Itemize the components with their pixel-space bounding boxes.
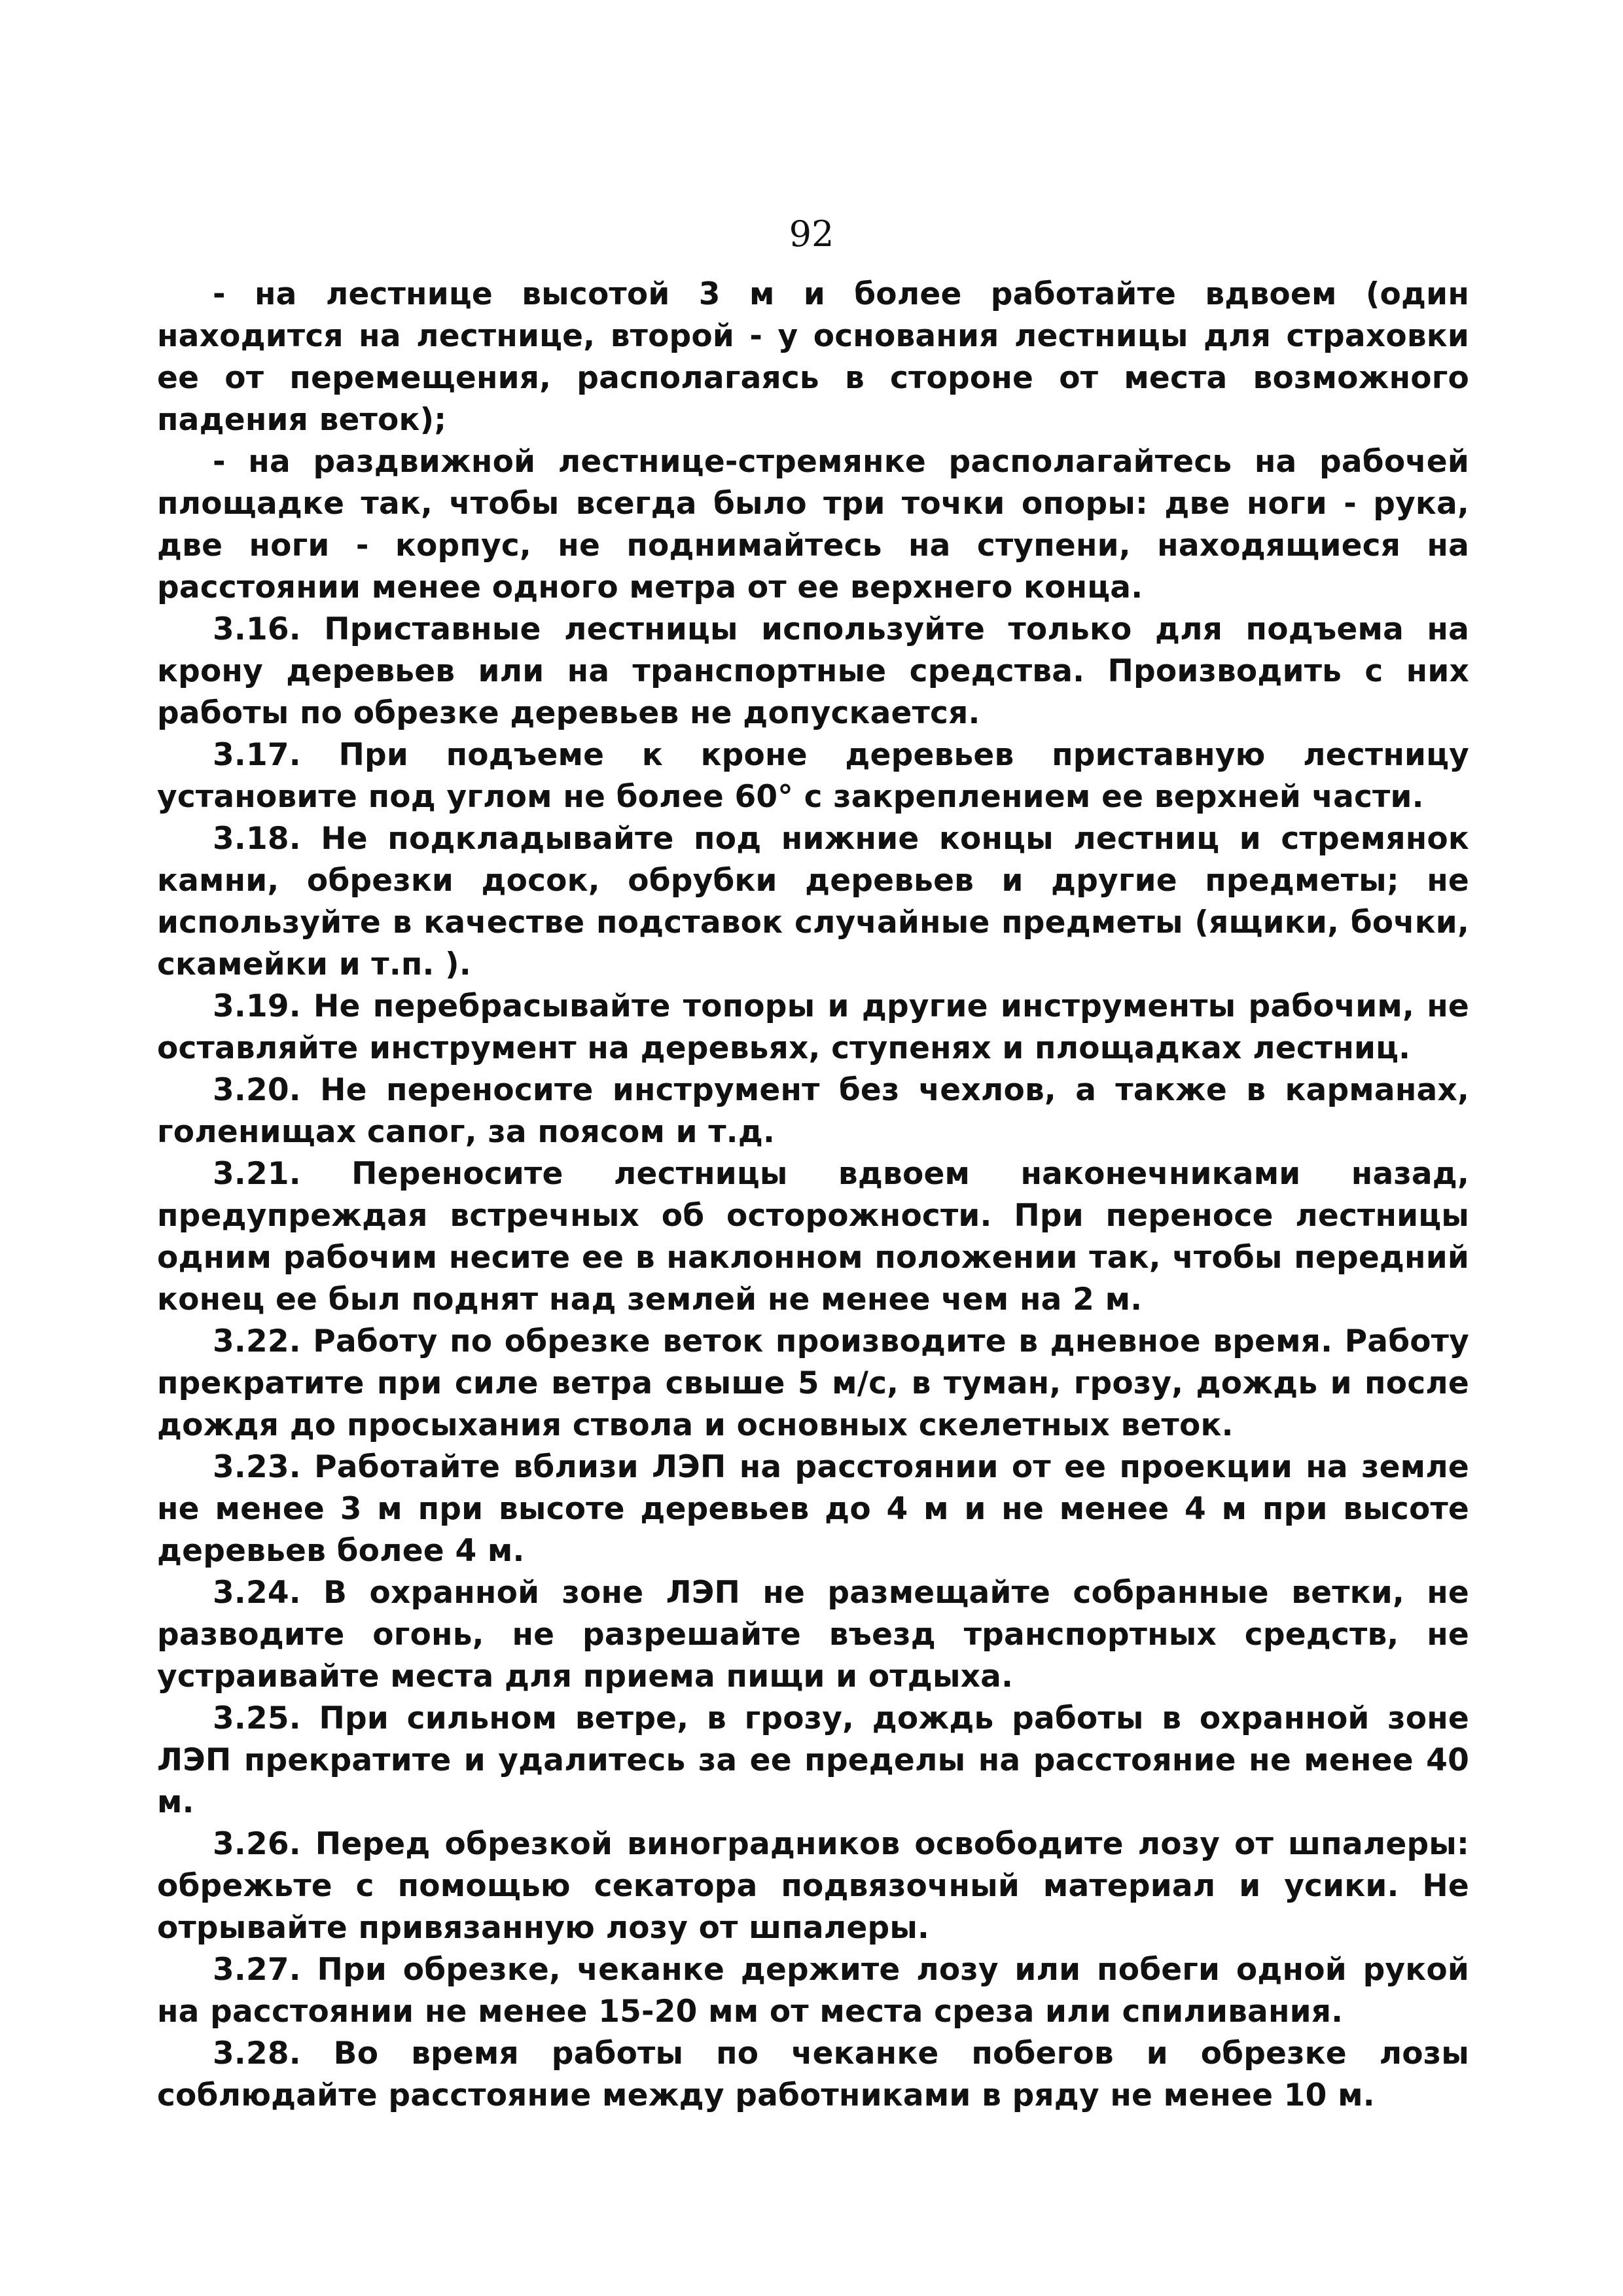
paragraph-3-16: 3.16. Приставные лестницы используйте только для подъема на крону деревьев или на транспортные средства. Производить с них работы по обрезке деревьев не допускается. xyxy=(157,611,1469,731)
paragraph-3-18: 3.18. Не подкладывайте под нижние концы лестниц и стремянок камни, обрезки досок, обрубки деревьев и другие предметы; не используйте в качестве подставок случайные предметы (ящики, бочки, скамейки и т.п. ). xyxy=(157,821,1469,982)
paragraph-3-26: 3.26. Перед обрезкой виноградников освободите лозу от шпалеры: обрежьте с помощью секатора подвязочный материал и усики. Не отрывайте привязанную лозу от шпалеры. xyxy=(157,1826,1469,1946)
paragraph-3-19: 3.19. Не перебрасывайте топоры и другие инструменты рабочим, не оставляйте инструмент на деревьях, ступенях и площадках лестниц. xyxy=(157,988,1469,1066)
body-text xyxy=(157,274,1469,2117)
paragraph-3-21: 3.21. Переносите лестницы вдвоем наконечниками назад, предупреждая встречных об осторожности. При переносе лестницы одним рабочим несите ее в наклонном положении так, чтобы передний конец ее был поднят над землей не менее чем на 2 м. xyxy=(157,1156,1469,1318)
paragraph-stepladder: - на раздвижной лестнице-стремянке располагайтесь на рабочей площадке так, чтобы всегда было три точки опоры: две ноги - рука, две ноги - корпус, не поднимайтесь на ступени, находящиеся на расстоянии менее одного метра от ее верхнего конца. xyxy=(157,444,1469,605)
page-number: 92 xyxy=(789,213,834,255)
paragraph-3-27: 3.27. При обрезке, чеканке держите лозу или побеги одной рукой на расстоянии не менее 15-20 мм от места среза или спиливания. xyxy=(157,1952,1469,2030)
paragraph-ladder-height: - на лестнице высотой 3 м и более работайте вдвоем (один находится на лестнице, второй - у основания лестницы для страховки ее от перемещения, располагаясь в стороне от места возможного падения веток); xyxy=(157,276,1469,438)
paragraph-3-23: 3.23. Работайте вблизи ЛЭП на расстоянии от ее проекции на земле не менее 3 м при высоте деревьев до 4 м и не менее 4 м при высоте деревьев более 4 м. xyxy=(157,1449,1469,1569)
paragraph-3-25: 3.25. При сильном ветре, в грозу, дождь работы в охранной зоне ЛЭП прекратите и удалитесь за ее пределы на расстояние не менее 40 м. xyxy=(157,1700,1469,1820)
paragraph-3-17: 3.17. При подъеме к кроне деревьев приставную лестницу установите под углом не более 60° с закреплением ее верхней части. xyxy=(157,737,1469,815)
paragraph-3-28: 3.28. Во время работы по чеканке побегов и обрезке лозы соблюдайте расстояние между работниками в ряду не менее 10 м. xyxy=(157,2036,1469,2113)
paragraph-3-24: 3.24. В охранной зоне ЛЭП не размещайте собранные ветки, не разводите огонь, не разрешайте въезд транспортных средств, не устраивайте места для приема пищи и отдыха. xyxy=(157,1575,1469,1695)
paragraph-3-22: 3.22. Работу по обрезке веток производите в дневное время. Работу прекратите при силе ветра свыше 5 м/с, в туман, грозу, дождь и после дождя до просыхания ствола и основных скелетных веток. xyxy=(157,1323,1469,1443)
paragraph-3-20: 3.20. Не переносите инструмент без чехлов, а также в карманах, голенищах сапог, за поясом и т.д. xyxy=(157,1072,1469,1150)
